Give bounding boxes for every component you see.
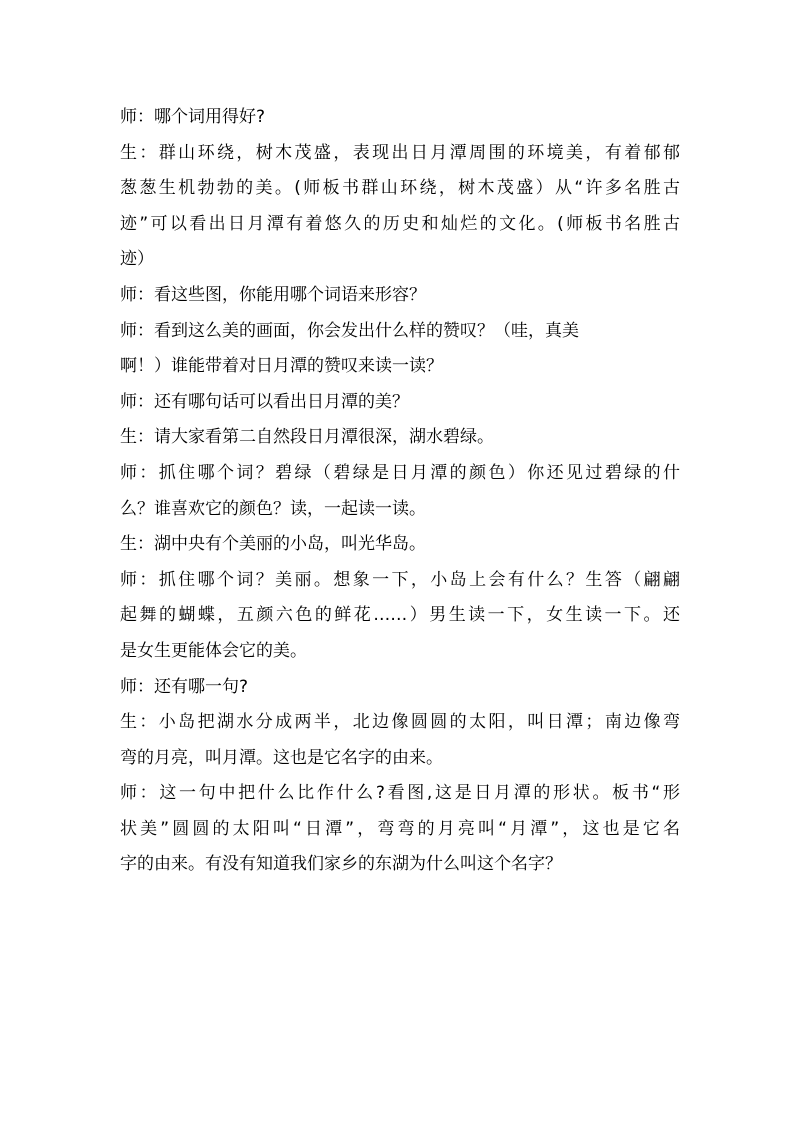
text-line: 师：还有哪句话可以看出日月潭的美？: [120, 391, 409, 412]
text-line: 师：抓住哪个词？美丽。想象一下，小岛上会有什么？生答（翩翩: [120, 569, 680, 590]
text-line: 是女生更能体会它的美。: [120, 640, 307, 661]
text-line: 师：这一句中把什么比作什么?看图,这是日月潭的形状。板书“形: [120, 783, 680, 804]
text-line: 迹）: [120, 249, 154, 270]
text-line: 字的由来。有没有知道我们家乡的东湖为什么叫这个名字？: [120, 854, 562, 875]
text-line: 生：群山环绕，树木茂盛，表现出日月潭周围的环境美，有着郁郁: [120, 142, 680, 163]
text-line: 弯的月亮，叫月潭。这也是它名字的由来。: [120, 747, 443, 768]
document-page: [120, 100, 680, 883]
text-line: 师：看到这么美的画面，你会发出什么样的赞叹？（哇，真美: [120, 320, 579, 341]
text-line: 师：抓住哪个词？碧绿（碧绿是日月潭的颜色）你还见过碧绿的什: [120, 462, 680, 483]
text-line: 起舞的蝴蝶，五颜六色的鲜花……）男生读一下，女生读一下。还: [120, 605, 680, 626]
text-line: 状美”圆圆的太阳叫“日潭”，弯弯的月亮叫“月潭”，这也是它名: [120, 818, 680, 839]
text-line: 迹”可以看出日月潭有着悠久的历史和灿烂的文化。(师板书名胜古: [120, 213, 680, 234]
text-line: 生：湖中央有个美丽的小岛，叫光华岛。: [120, 534, 426, 555]
text-line: 师：看这些图，你能用哪个词语来形容？: [120, 284, 426, 305]
text-line: 师：还有哪一句?: [120, 676, 249, 697]
text-line: 葱葱生机勃勃的美。(师板书群山环绕，树木茂盛）从“许多名胜古: [120, 178, 680, 199]
text-line: 师：哪个词用得好?: [120, 107, 266, 127]
text-line: 生：请大家看第二自然段日月潭很深，湖水碧绿。: [120, 427, 494, 448]
text-line: 么？谁喜欢它的颜色？读，一起读一读。: [120, 498, 426, 519]
text-line: 啊！）谁能带着对日月潭的赞叹来读一读？: [120, 356, 443, 377]
text-line: 生：小岛把湖水分成两半，北边像圆圆的太阳，叫日潭；南边像弯: [120, 712, 680, 733]
